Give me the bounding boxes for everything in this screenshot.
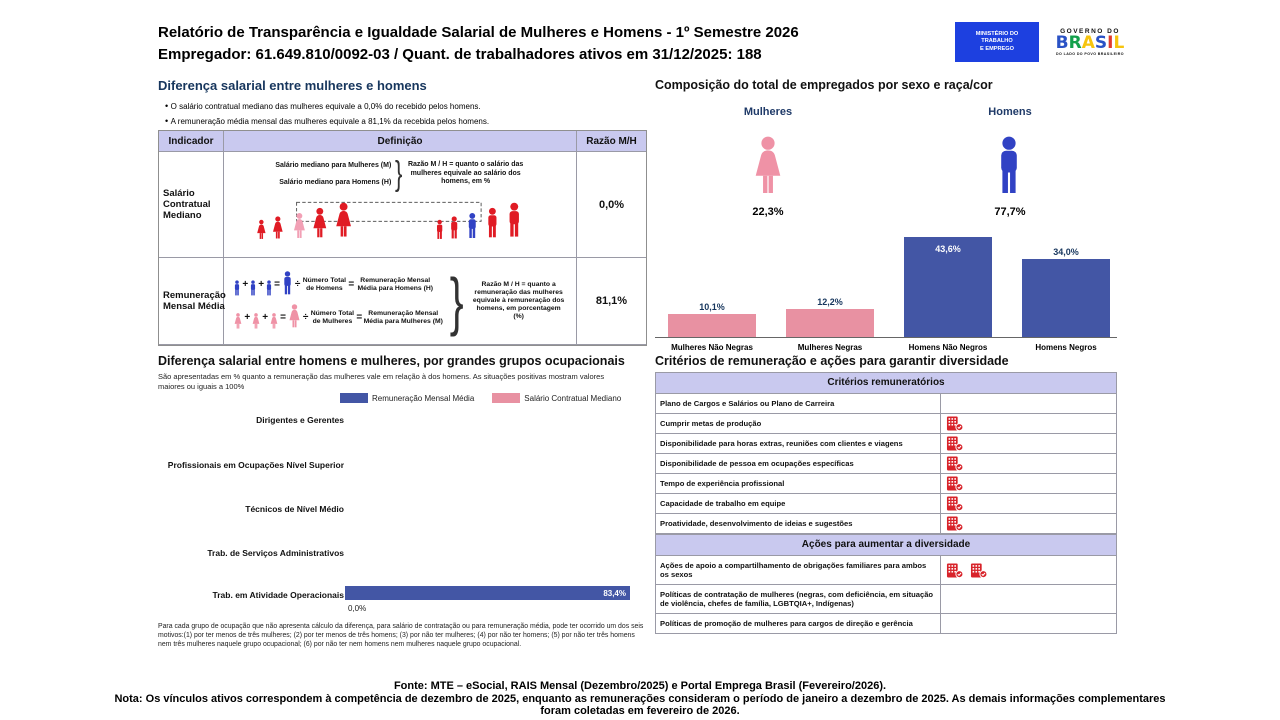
employer-line: Empregador: 61.649.810/0092-03 / Quant. de trabalhadores ativos em 31/12/2025: 188 xyxy=(158,46,762,63)
table-row: Plano de Cargos e Salários ou Plano de Carreira xyxy=(656,394,1116,414)
governo-brasil-logo: GOVERNO DO BRASIL DO LADO DO POVO BRASILEIRO xyxy=(1055,28,1125,56)
building-check-icon xyxy=(970,563,988,578)
bar-category: Homens Negros xyxy=(1035,343,1097,352)
x-axis xyxy=(655,337,1117,338)
women-average-formula: + + = ÷ Número Total de Mulheres = Remuneração Mensal Média para Mulheres (M) xyxy=(233,304,443,331)
occ-bar-remuneracao: 83,4% xyxy=(345,586,630,600)
occ-category: Trab. em Atividade Operacionais xyxy=(212,590,344,600)
brasil-letter: S xyxy=(1094,33,1108,53)
bar-mulheres-nao-negras xyxy=(668,314,756,337)
criteria-table xyxy=(655,372,1117,634)
row2-definition: + + = ÷ Número Total de Homens = Remuneração Mensal Média para Homens (H) + + = ÷ Número Total de Mulheres = Remuneração Mensal Média para Mulheres (M) } Razão M / H = quanto a remuneração das mulheres equivale à remuneração dos homens, em porcentagem (%) xyxy=(224,258,577,345)
table-row: Políticas de promoção de mulheres para cargos de direção e gerência xyxy=(656,614,1116,633)
report-title: Relatório de Transparência e Igualdade Salarial de Mulheres e Homens - 1º Semestre 2026 xyxy=(158,24,799,41)
building-check-icon xyxy=(946,436,964,451)
table-row: Políticas de contratação de mulheres (negras, com deficiência, em situação de violência, chefes de família, LGBTQIA+, Indígenas) xyxy=(656,585,1116,614)
salary-diff-bullets xyxy=(165,99,489,129)
table-row: Proatividade, desenvolvimento de ideias e sugestões xyxy=(656,514,1116,534)
indicator-table xyxy=(158,130,647,346)
occ-category: Profissionais em Ocupações Nível Superior xyxy=(167,460,344,470)
occ-category: Dirigentes e Gerentes xyxy=(256,415,344,425)
building-check-icon xyxy=(946,496,964,511)
building-check-icon xyxy=(946,476,964,491)
brasil-letter: B xyxy=(1055,33,1069,53)
page-title xyxy=(158,22,799,66)
col-header-indicador: Indicador xyxy=(159,131,224,152)
bar-homens-negros xyxy=(1022,259,1110,337)
occupational-legend: Remuneração Mensal Média Salário Contratual Mediano xyxy=(340,393,621,403)
row1-indicator: Salário Contratual Mediano xyxy=(159,152,224,258)
male-label: Homens xyxy=(988,106,1032,118)
table-row: Ações de apoio a compartilhamento de obrigações familiares para ambos os sexos xyxy=(656,556,1116,585)
occupational-footnote: Para cada grupo de ocupação que não apresenta cálculo da diferença, para salário de contratação ou para remuneração média, pode ter ocorrido um dos seis motivos:(1) por ter menos de três mulheres; (2) por ter menos de três homens; (3) por não ter mulheres; (4) por não ter homens; (5) por não ter três homens nem três mulheres naquele grupo ocupacional; (6) por não ter nem homens nem mulheres naquele grupo ocupacional. xyxy=(158,623,644,648)
brasil-letter: A xyxy=(1081,33,1095,53)
fonte-line: Fonte: MTE – eSocial, RAIS Mensal (Dezembro/2025) e Portal Emprega Brasil (Fevereiro/2026). xyxy=(393,680,887,692)
section-title-salary-diff: Diferença salarial entre mulheres e homens xyxy=(158,78,427,93)
median-woman-highlight xyxy=(293,213,304,238)
bullet-item: • O salário contratual mediano das mulheres equivale a 0,0% do recebido pelos homens. xyxy=(165,99,489,114)
page-footer xyxy=(100,680,1180,718)
section-title-criteria: Critérios de remuneração e ações para garantir diversidade xyxy=(655,354,1009,368)
brasil-wordmark xyxy=(1056,35,1125,52)
occ-category: Trab. de Serviços Administrativos xyxy=(207,548,344,558)
occ-zero-label: 0,0% xyxy=(348,604,367,613)
legend-swatch-pink xyxy=(492,393,520,403)
building-check-icon xyxy=(946,563,964,578)
table-row: Tempo de experiência profissional xyxy=(656,474,1116,494)
occ-category: Técnicos de Nível Médio xyxy=(245,504,344,514)
brace-glyph: } xyxy=(395,155,403,193)
row1-definition: Salário mediano para Mulheres (M) Salário mediano para Homens (H) } Razão M / H = quanto o salário das mulheres equivale ao salário dos homens, em % xyxy=(224,152,577,258)
table-row: Disponibilidade de pessoa em ocupações específicas xyxy=(656,454,1116,474)
bar-category: Homens Não Negros xyxy=(908,343,988,352)
bar-mulheres-negras xyxy=(786,309,874,337)
woman-icon xyxy=(745,136,791,202)
median-people-illustration xyxy=(228,192,573,242)
male-pct: 77,7% xyxy=(994,206,1026,218)
table-row: Capacidade de trabalho em equipe xyxy=(656,494,1116,514)
bar-category: Mulheres Não Negras xyxy=(671,343,753,352)
nota-line: Nota: Os vínculos ativos correspondem à competência de dezembro de 2025, enquanto as remunerações consideram o período de janeiro a dezembro de 2025. As demais informações complementares foram coletadas em fevereiro de 2026. xyxy=(114,692,1166,717)
table-row: Cumprir metas de produção xyxy=(656,414,1116,434)
bar-category: Mulheres Negras xyxy=(797,343,863,352)
brasil-letter: R xyxy=(1068,33,1082,53)
building-check-icon xyxy=(946,456,964,471)
col-header-definicao: Definição xyxy=(224,131,577,152)
header-logos xyxy=(955,22,1131,62)
mte-logo: MINISTÉRIO DO TRABALHO E EMPREGO xyxy=(955,22,1039,62)
brasil-letter: I xyxy=(1107,33,1114,53)
building-check-icon xyxy=(946,516,964,531)
bullet-item: • A remuneração média mensal das mulheres equivale a 81,1% da recebida pelos homens. xyxy=(165,114,489,129)
composition-bar-chart: 10,1% 12,2% 43,6% 34,0% Mulheres Não Negras Mulheres Negras Homens Não Negros Homens Negros xyxy=(655,224,1117,352)
female-pct: 22,3% xyxy=(752,206,784,218)
col-header-razao: Razão M/H xyxy=(577,131,646,152)
brasil-letter: L xyxy=(1113,33,1125,53)
table-row: Disponibilidade para horas extras, reuniões com clientes e viagens xyxy=(656,434,1116,454)
man-icon xyxy=(990,136,1028,202)
criteria-header-1: Critérios remuneratórios xyxy=(656,373,1116,394)
section-title-occupational: Diferença salarial entre homens e mulheres, por grandes grupos ocupacionais xyxy=(158,354,625,368)
row2-indicator: Remuneração Mensal Média xyxy=(159,258,224,345)
legend-swatch-blue xyxy=(340,393,368,403)
brace-glyph: } xyxy=(449,265,464,337)
row2-ratio: 81,1% xyxy=(577,258,646,345)
occupational-subtitle: São apresentadas em % quanto a remuneração das mulheres vale em relação à dos homens. As situações positivas mostram valores maiores ou iguais a 100% xyxy=(158,372,605,391)
building-check-icon xyxy=(946,416,964,431)
section-title-composition: Composição do total de empregados por sexo e raça/cor xyxy=(655,78,993,92)
median-man-highlight xyxy=(468,213,475,238)
criteria-header-2: Ações para aumentar a diversidade xyxy=(656,534,1116,556)
row1-ratio: 0,0% xyxy=(577,152,646,258)
female-label: Mulheres xyxy=(743,106,793,118)
men-average-formula: + + = ÷ Número Total de Homens = Remuneração Mensal Média para Homens (H) xyxy=(233,271,443,298)
